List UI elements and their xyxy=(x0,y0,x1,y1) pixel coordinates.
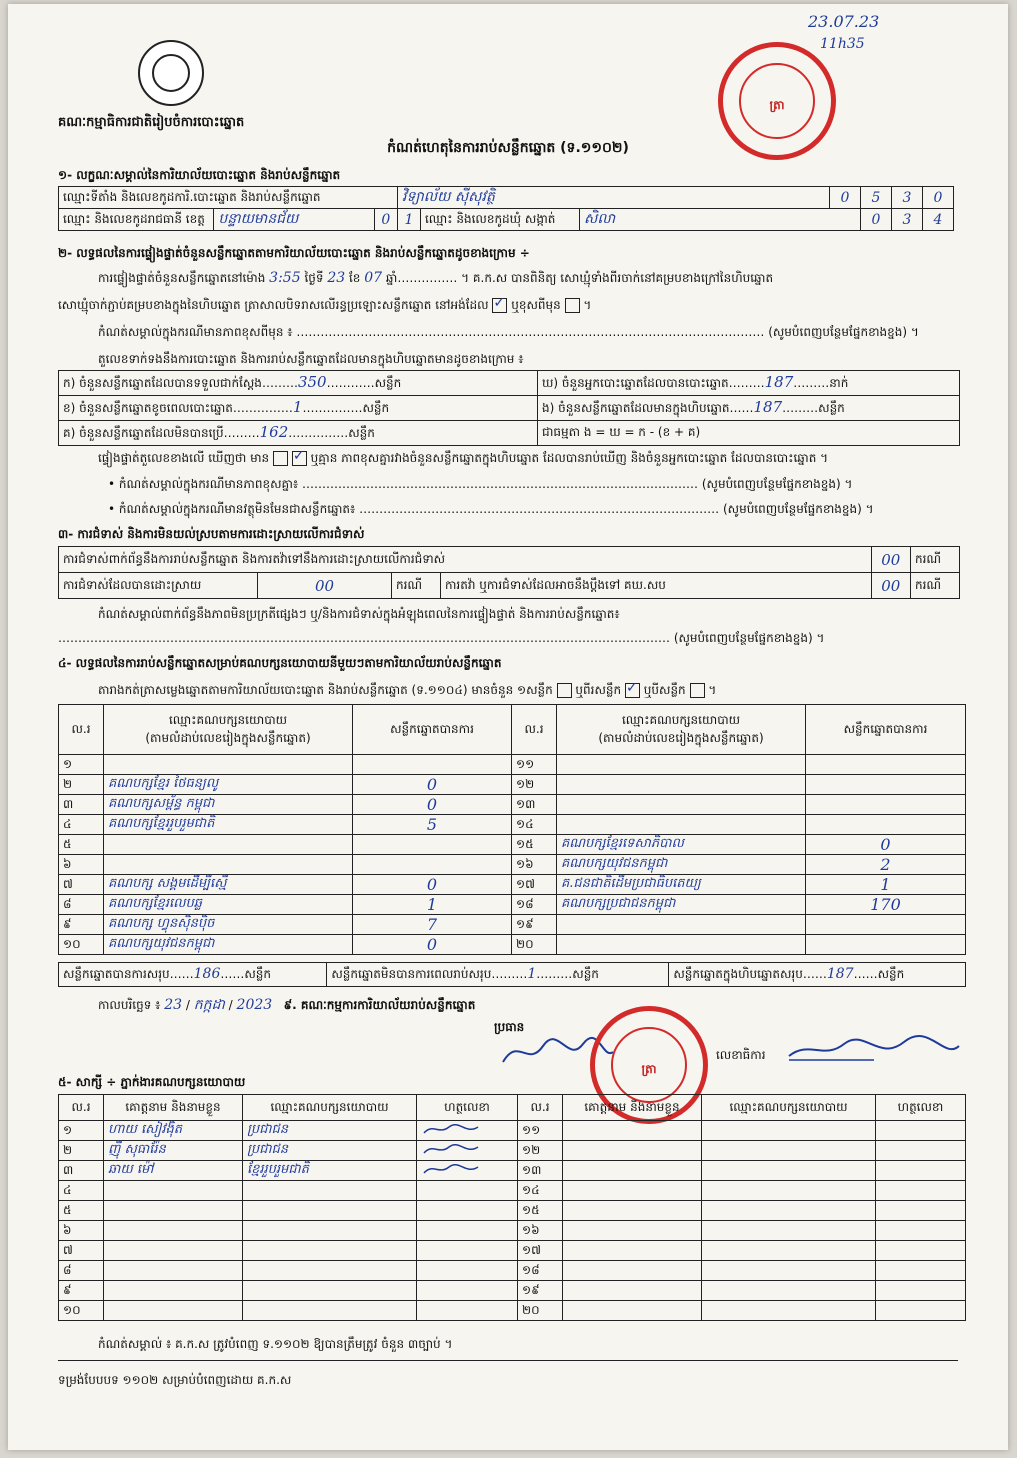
agent-signature xyxy=(417,1261,518,1281)
results-table: ល.រ ឈ្មោះគណបក្សនយោបាយ (តាមលំដាប់លេខរៀងក្នុងសន្លឹកឆ្នោត) សន្លឹកឆ្នោតបានការ ល.រ ឈ្មោះគណបក្សនយោបាយ (តាមលំដាប់លេខរៀងក្នុងសន្លឹកឆ្នោត) សន្លឹកឆ្នោតបានការ ១ ១១ ២ គណបក្សខ្មែរ ថៃធន្យលូ 0 ១២ ៣ គណបក្សសម្ព័ន្ធ កម្ពុជា 0 ១៣ ៤ គណបក្សខ្មែររួបរួមជាតិ 5 ១៤ ៥ ១៥ គណបក្សខ្មែរទេសាភិបាល 0 ៦ ១៦ គណបក្សយុវជនកម្ពុជា 2 ៧ គណបក្ស សង្គមដើម្បីស្មើ 0 ១៧ គ.ជនជាតិដើមប្រជាធិបតេយ្យ 1 ៨ គណបក្សខ្មែរលេបឆ្ល 1 ១៨ គណបក្សប្រជាជនកម្ពុជា 170 ៩ គណបក្ស ហ្វុនស៊ិនប៉ិច 7 ១៩ ១០ គណបក្សយុវជនកម្ពុជា 0 ២០ xyxy=(58,704,966,955)
verify-time: 3:55 xyxy=(269,270,301,286)
office-value: វិទ្យាល័យ ស៊ីសុវត្ថិ xyxy=(398,187,830,209)
party-name xyxy=(557,775,806,795)
row-number: ១៨ xyxy=(518,1261,563,1281)
seal-changed-checkbox[interactable] xyxy=(565,298,580,313)
objection-value: 00 xyxy=(871,547,910,573)
received-time: 11h35 xyxy=(820,36,865,52)
row-number: ២០ xyxy=(518,1301,563,1321)
row-d: ឃ) ចំនួនអ្នកបោះឆ្នោតដែលបានបោះឆ្នោត………187………នាក់ xyxy=(538,371,960,396)
form-footer: ទម្រង់បែបបទ ១១០២ សម្រាប់បំពេញដោយ គ.ក.ស xyxy=(58,1373,292,1387)
row-number: ១៣ xyxy=(512,795,557,815)
result-row xyxy=(59,895,966,915)
results-totals xyxy=(58,962,966,987)
agent-signature xyxy=(417,1241,518,1261)
agent-row xyxy=(59,1281,966,1301)
agent-name xyxy=(563,1121,702,1141)
row-number: ១ xyxy=(59,1121,104,1141)
party-name xyxy=(557,915,806,935)
party-votes: 0 xyxy=(353,875,512,895)
objection-table: ការជំទាស់ពាក់ព័ន្ធនឹងការរាប់សន្លឹកឆ្នោត និងការតវ៉ាទៅនឹងការដោះស្រាយលើការជំទាស់ 00 ករណី ការជំទាស់ដែលបានដោះស្រាយ 00 ករណី ការតវ៉ា ឬការជំទាស់ដែលអាចនឹងប្តឹងទៅ គឃ.សប 00 ករណី xyxy=(58,546,960,599)
agent-party: ប្រជាជន xyxy=(243,1121,417,1141)
appeal-value: 00 xyxy=(871,573,910,599)
agent-party xyxy=(702,1201,876,1221)
agent-name: ញ៉ឺ សុធារ៉ែន xyxy=(104,1141,243,1161)
office-code-digit: 3 xyxy=(892,187,923,209)
agent-signature xyxy=(876,1281,966,1301)
office-code-digit: 0 xyxy=(923,187,954,209)
row-number: ៦ xyxy=(59,855,104,875)
office-label: ឈ្មោះទីតាំង និងលេខកូដការិ.បោះឆ្នោត និងរាប់សន្លឹកឆ្នោត xyxy=(59,187,398,209)
row-number: ១០ xyxy=(59,1301,104,1321)
agent-signature xyxy=(876,1121,966,1141)
row-number: ៦ xyxy=(59,1221,104,1241)
party-votes xyxy=(806,815,966,835)
agent-party xyxy=(702,1161,876,1181)
party-votes: 1 xyxy=(806,875,966,895)
secretary-label: លេខាធិការ xyxy=(716,1048,766,1062)
section1-title: ១- លក្ខណៈសម្គាល់នៃការិយាល័យបោះឆ្នោត និងរាប់សន្លឹកឆ្នោត xyxy=(58,168,341,182)
agent-party xyxy=(243,1281,417,1301)
row-number: ១ xyxy=(59,755,104,775)
agent-row xyxy=(59,1201,966,1221)
agent-name xyxy=(104,1241,243,1261)
row-number: ២០ xyxy=(512,935,557,955)
resolved-value: 00 xyxy=(258,573,392,599)
resolved-label: ការជំទាស់ដែលបានដោះស្រាយ xyxy=(59,573,258,599)
verify-month: 07 xyxy=(364,270,383,286)
result-row xyxy=(59,935,966,955)
agent-name: ឆាយ ម៉ៅ xyxy=(104,1161,243,1181)
commune-code-digit: 3 xyxy=(892,209,923,231)
agent-row xyxy=(59,1301,966,1321)
province-label: ឈ្មោះ និងលេខកូដរាជធានី ខេត្ត xyxy=(59,209,214,231)
agent-row xyxy=(59,1181,966,1201)
party-votes: 1 xyxy=(353,895,512,915)
result-row xyxy=(59,755,966,775)
party-name: គណបក្សប្រជាជនកម្ពុជា xyxy=(557,895,806,915)
summary-intro: តួលេខទាក់ទងនឹងការបោះឆ្នោត និងការរាប់សន្លឹកឆ្នោតដែលមានក្នុងហិបឆ្នោតមានដូចខាងក្រោម ៖ xyxy=(98,352,524,366)
row-number: ៩ xyxy=(59,1281,104,1301)
agent-party: ខ្មែររួបរួមជាតិ xyxy=(243,1161,417,1181)
agent-party xyxy=(702,1301,876,1321)
row-number: ៨ xyxy=(59,895,104,915)
row-number: ១២ xyxy=(512,775,557,795)
province-code-digit: 1 xyxy=(398,209,421,231)
total-valid: សន្លឹកឆ្នោតបានការសរុប……186……សន្លឹក xyxy=(59,963,327,987)
form-note: កំណត់សម្គាល់ ៖ គ.ក.ស ត្រូវបំពេញ ទ.១១០២ ឱ្យបានត្រឹមត្រូវ ចំនួន ៣ច្បាប់ ។ xyxy=(98,1337,453,1351)
province-code-digit: 0 xyxy=(374,209,397,231)
agent-name xyxy=(563,1201,702,1221)
row-number: ៨ xyxy=(59,1261,104,1281)
agent-name xyxy=(563,1301,702,1321)
row-number: ១៥ xyxy=(512,835,557,855)
party-name xyxy=(104,755,353,775)
agent-signature xyxy=(417,1161,518,1181)
agent-party xyxy=(243,1261,417,1281)
page-title: កំណត់ហេតុនៃការរាប់សន្លឹកឆ្នោត (ទ.១១០២) xyxy=(387,140,629,156)
result-row xyxy=(59,875,966,895)
party-name: គណបក្សយុវជនកម្ពុជា xyxy=(557,855,806,875)
verify-day: 23 xyxy=(327,270,346,286)
agent-signature xyxy=(876,1201,966,1221)
agent-party xyxy=(243,1181,417,1201)
agent-signature xyxy=(417,1221,518,1241)
row-a: ក) ចំនួនសន្លឹកឆ្នោតដែលបានទទួលជាក់ស្តែង………350…………សន្លឹក xyxy=(59,371,538,396)
agent-name xyxy=(104,1281,243,1301)
identity-table xyxy=(58,186,954,231)
agent-signature xyxy=(417,1281,518,1301)
party-name: គណបក្ស សង្គមដើម្បីស្មើ xyxy=(104,875,353,895)
agent-party xyxy=(702,1281,876,1301)
row-e: ង) ចំនួនសន្លឹកឆ្នោតដែលមានក្នុងហិបឆ្នោត……187………សន្លឹក xyxy=(538,396,960,421)
three-sheet-checkbox[interactable] xyxy=(690,683,705,698)
total-box: សន្លឹកឆ្នោតក្នុងហិបឆ្នោតសរុប……187……សន្លឹក xyxy=(669,963,966,987)
two-sheet-checkbox[interactable] xyxy=(625,683,640,698)
row-number: ១០ xyxy=(59,935,104,955)
row-number: ៧ xyxy=(59,875,104,895)
province-value: បន្ទាយមានជ័យ xyxy=(214,209,374,231)
row-b: ខ) ចំនួនសន្លឹកឆ្នោតខូចពេលបោះឆ្នោត……………1……………សន្លឹក xyxy=(59,396,538,421)
seal-line: សោឃ្មុំចាក់ភ្ជាប់គម្របខាងក្នុងនៃហិបឆ្នោត ត្រាសាលបិទរាសលើរន្ធប្រឡោះសន្លឹកឆ្នោត នៅអង់ដែល ✓ ឬខុសពីមុន ។ xyxy=(58,297,591,315)
party-votes: 5 xyxy=(353,815,512,835)
row-number: ៩ xyxy=(59,915,104,935)
agent-row xyxy=(59,1221,966,1241)
party-votes xyxy=(806,915,966,935)
party-name: គណបក្សខ្មែររួបរួមជាតិ xyxy=(104,815,353,835)
row-number: ៧ xyxy=(59,1241,104,1261)
party-name xyxy=(557,795,806,815)
check-line: ផ្ទៀងផ្ទាត់តួលេខខាងលើ ឃើញថា មាន ✓ ឬគ្មាន ភាពខុសគ្នារវាងចំនួនសន្លឹកឆ្នោតក្នុងហិបឆ្នោត ដែលបានរាប់ឃើញ និងចំនួនអ្នកបោះឆ្នោត ដែលបានបោះឆ្នោត ។ xyxy=(98,450,828,468)
party-name: គណបក្សសម្ព័ន្ធ កម្ពុជា xyxy=(104,795,353,815)
result-row xyxy=(59,835,966,855)
agent-party xyxy=(702,1141,876,1161)
party-votes xyxy=(353,855,512,875)
commune-value: សិលា xyxy=(580,209,861,231)
row-number: ១១ xyxy=(512,755,557,775)
party-name: គណបក្សយុវជនកម្ពុជា xyxy=(104,935,353,955)
party-votes: 2 xyxy=(806,855,966,875)
agent-row xyxy=(59,1261,966,1281)
form-sheet xyxy=(8,4,1008,1450)
sheet-count-line: តារាងកត់ត្រាសម្លេងឆ្នោតតាមការិយាល័យបោះឆ្នោត និងរាប់សន្លឹកឆ្នោត (ទ.១១០៤) មានចំនួន ១សន្លឹក ឬពីរសន្លឹក ✓ ឬបីសន្លឹក ។ xyxy=(98,682,716,700)
agent-name xyxy=(563,1161,702,1181)
party-name: គ.ជនជាតិដើមប្រជាធិបតេយ្យ xyxy=(557,875,806,895)
agent-signature xyxy=(876,1241,966,1261)
objection-note: កំណត់សម្គាល់ពាក់ព័ន្ធនឹងភាពមិនប្រក្រតីផ្សេងៗ ឬ/និងការជំទាស់ក្នុងអំឡុងពេលនៃការផ្ទៀងផ្ទាត់ និងការរាប់សន្លឹកឆ្នោត៖ xyxy=(98,607,620,621)
objection-note-fill: ……………………………………………………………………………………………………………………………………… (សូមបំពេញបន្ថែមផ្នែកខាងខ្នង) ។ xyxy=(58,631,825,645)
agent-name xyxy=(104,1181,243,1201)
row-number: ១៣ xyxy=(518,1161,563,1181)
bullet-foreign: • កំណត់សម្គាល់ក្នុងករណីមានវត្ថុមិនមែនជាសន្លឹកឆ្នោត៖ ……………………………………………………………………………… (សូមបំពេញបន្ថែមផ្នែកខាងខ្នង) ។ xyxy=(108,502,874,516)
agent-signature xyxy=(417,1141,518,1161)
party-votes xyxy=(353,835,512,855)
agent-row xyxy=(59,1161,966,1181)
row-number: ៣ xyxy=(59,1161,104,1181)
appeal-label: ការតវ៉ា ឬការជំទាស់ដែលអាចនឹងប្តឹងទៅ គឃ.សប xyxy=(441,573,872,599)
agent-name xyxy=(563,1241,702,1261)
party-votes: 7 xyxy=(353,915,512,935)
result-row xyxy=(59,775,966,795)
seal-ok-checkbox[interactable] xyxy=(492,298,507,313)
agent-name xyxy=(563,1261,702,1281)
party-name xyxy=(557,815,806,835)
party-votes: 0 xyxy=(353,795,512,815)
agent-signature xyxy=(876,1161,966,1181)
row-number: ១៩ xyxy=(512,915,557,935)
section5-title: ៥- សាក្សី ÷ ភ្នាក់ងារគណបក្សនយោបាយ xyxy=(58,1075,246,1089)
agent-party xyxy=(243,1201,417,1221)
row-number: ១៦ xyxy=(518,1221,563,1241)
agent-party xyxy=(702,1121,876,1141)
row-number: ២ xyxy=(59,775,104,795)
agent-signature xyxy=(876,1181,966,1201)
result-row xyxy=(59,915,966,935)
party-name xyxy=(104,855,353,875)
agent-party xyxy=(243,1241,417,1261)
office-code-digit: 0 xyxy=(830,187,861,209)
agent-name xyxy=(104,1301,243,1321)
org-name: គណៈកម្មាធិការជាតិរៀបចំការបោះឆ្នោត xyxy=(58,115,245,130)
section3-title: ៣- ការជំទាស់ និងការមិនយល់ស្របតាមការដោះស្រាយលើការជំទាស់ xyxy=(58,527,365,541)
party-votes: 0 xyxy=(353,775,512,795)
one-sheet-checkbox[interactable] xyxy=(557,683,572,698)
agents-table: ល.រ គោត្តនាម និងនាមខ្លួន ឈ្មោះគណបក្សនយោបាយ ហត្ថលេខា ល.រ គោត្តនាម និងនាមខ្លួន ឈ្មោះគណបក្សនយោបាយ ហត្ថលេខា ១ ហាយ សៀវង៉ិត ប្រជាជន ១១ ២ ញ៉ឺ សុធារ៉ែន ប្រជាជន ១២ ៣ ឆាយ ម៉ៅ ខ្មែររួបរួមជាតិ ១៣ ៤ ១៤ ៥ ១៥ ៦ ១៦ ៧ ១៧ ៨ ១៨ ៩ ១៩ ១០ ២០ xyxy=(58,1094,966,1321)
row-number: ២ xyxy=(59,1141,104,1161)
row-number: ៥ xyxy=(59,1201,104,1221)
result-row xyxy=(59,855,966,875)
commune-code-digit: 0 xyxy=(861,209,892,231)
agent-name xyxy=(563,1221,702,1241)
party-votes: 170 xyxy=(806,895,966,915)
party-name: គណបក្សខ្មែរ ថៃធន្យលូ xyxy=(104,775,353,795)
row-number: ១៤ xyxy=(518,1181,563,1201)
agent-party xyxy=(243,1301,417,1321)
row-number: ៤ xyxy=(59,815,104,835)
row-number: ១៧ xyxy=(518,1241,563,1261)
commune-label: ឈ្មោះ និងលេខកូដឃុំ សង្កាត់ xyxy=(421,209,580,231)
footer-divider xyxy=(58,1360,958,1361)
row-number: ១៨ xyxy=(512,895,557,915)
formula: ជាធម្មតា ង = ឃ = ក - (ខ + គ) xyxy=(538,421,960,446)
section4-title: ៤- លទ្ធផលនៃការរាប់សន្លឹកឆ្នោតសម្រាប់គណបក្សនយោបាយនីមួយៗតាមការិយាល័យរាប់សន្លឹកឆ្នោត xyxy=(58,656,502,670)
agent-party xyxy=(702,1181,876,1201)
diff-note: កំណត់សម្គាល់ក្នុងករណីមានភាពខុសពីមុន ៖ ……………………………………………………………………………………………………… (សូមបំពេញបន្ថែមផ្នែកខាងខ្នង) ។ xyxy=(98,325,919,339)
agent-signature xyxy=(876,1221,966,1241)
ballot-summary-table xyxy=(58,370,960,446)
agent-party xyxy=(243,1221,417,1241)
official-stamp-top: ត្រា xyxy=(718,42,836,160)
row-number: ១៧ xyxy=(512,875,557,895)
party-name: គណបក្សខ្មែរទេសាភិបាល xyxy=(557,835,806,855)
party-votes xyxy=(806,935,966,955)
agent-signature xyxy=(876,1141,966,1161)
row-number: ១៩ xyxy=(518,1281,563,1301)
agent-name xyxy=(563,1181,702,1201)
row-number: ១៥ xyxy=(518,1201,563,1221)
party-name xyxy=(104,835,353,855)
result-row xyxy=(59,795,966,815)
received-date: 23.07.23 xyxy=(808,12,880,31)
has-difference-checkbox[interactable] xyxy=(273,451,288,466)
agent-name xyxy=(104,1201,243,1221)
agent-name xyxy=(104,1221,243,1241)
row-number: ១៦ xyxy=(512,855,557,875)
office-code-digit: 5 xyxy=(861,187,892,209)
agent-party: ប្រជាជន xyxy=(243,1141,417,1161)
row-c: គ) ចំនួនសន្លឹកឆ្នោតដែលមិនបានប្រើ………162……………សន្លឹក xyxy=(59,421,538,446)
agent-party xyxy=(702,1221,876,1241)
agent-signature xyxy=(876,1261,966,1281)
row-number: ៣ xyxy=(59,795,104,815)
row-number: ៥ xyxy=(59,835,104,855)
party-votes xyxy=(806,755,966,775)
row-number: ៤ xyxy=(59,1181,104,1201)
agent-row xyxy=(59,1241,966,1261)
agent-signature xyxy=(417,1181,518,1201)
agent-row xyxy=(59,1121,966,1141)
party-name xyxy=(557,755,806,775)
objection-label: ការជំទាស់ពាក់ព័ន្ធនឹងការរាប់សន្លឹកឆ្នោត និងការតវ៉ាទៅនឹងការដោះស្រាយលើការជំទាស់ xyxy=(59,547,872,573)
party-name xyxy=(557,935,806,955)
verify-line: ការផ្ទៀងផ្ទាត់ចំនួនសន្លឹកឆ្នោតនៅម៉ោង 3:55 ថ្ងៃទី 23 ខែ 07 ឆ្នាំ…………… ។ គ.ក.ស បានពិនិត្យ សោឃ្មុំទាំងពីរចាក់នៅគម្របខាងក្រៅនៃហិបឆ្នោត xyxy=(98,270,774,286)
agent-party xyxy=(702,1261,876,1281)
agent-name xyxy=(563,1141,702,1161)
chair-label: ប្រធាន xyxy=(494,1020,525,1034)
party-votes xyxy=(806,775,966,795)
row-number: ១១ xyxy=(518,1121,563,1141)
commune-code-digit: 4 xyxy=(923,209,954,231)
total-invalid: សន្លឹកឆ្នោតមិនបានការពេលរាប់សរុប………1………សន្លឹក xyxy=(327,963,669,987)
agent-name xyxy=(563,1281,702,1301)
no-difference-checkbox[interactable] xyxy=(292,451,307,466)
agent-signature xyxy=(417,1301,518,1321)
agent-party xyxy=(702,1241,876,1261)
agent-name xyxy=(104,1261,243,1281)
result-row xyxy=(59,815,966,835)
party-votes xyxy=(806,795,966,815)
party-name: គណបក្សខ្មែរលេបឆ្ល xyxy=(104,895,353,915)
sign-date: កាលបរិច្ឆេទ ៖ 23 / កក្កដា / 2023 ៩. គណៈកម្មការការិយាល័យរាប់សន្លឹកឆ្នោត xyxy=(98,997,476,1013)
agent-signature xyxy=(417,1201,518,1221)
party-votes xyxy=(353,755,512,775)
party-votes: 0 xyxy=(806,835,966,855)
party-name: គណបក្ស ហ្វុនស៊ិនប៉ិច xyxy=(104,915,353,935)
agent-signature xyxy=(417,1121,518,1141)
bullet-diff: • កំណត់សម្គាល់ក្នុងករណីមានភាពខុសគ្នា៖ ……………………………………………………………………………………… (សូមបំពេញបន្ថែមផ្នែកខាងខ្នង) ។ xyxy=(108,477,853,491)
emblem-icon xyxy=(138,40,204,106)
official-stamp-bottom: ត្រា xyxy=(590,1006,708,1124)
section2-title: ២- លទ្ធផលនៃការផ្ទៀងផ្ទាត់ចំនួនសន្លឹកឆ្នោតតាមការិយាល័យបោះឆ្នោត និងរាប់សន្លឹកឆ្នោតដូចខាងក្រោម ÷ xyxy=(58,246,530,260)
row-number: ១២ xyxy=(518,1141,563,1161)
secretary-signature xyxy=(784,1030,964,1070)
agent-name: ហាយ សៀវង៉ិត xyxy=(104,1121,243,1141)
agent-row xyxy=(59,1141,966,1161)
agent-signature xyxy=(876,1301,966,1321)
party-votes: 0 xyxy=(353,935,512,955)
row-number: ១៤ xyxy=(512,815,557,835)
